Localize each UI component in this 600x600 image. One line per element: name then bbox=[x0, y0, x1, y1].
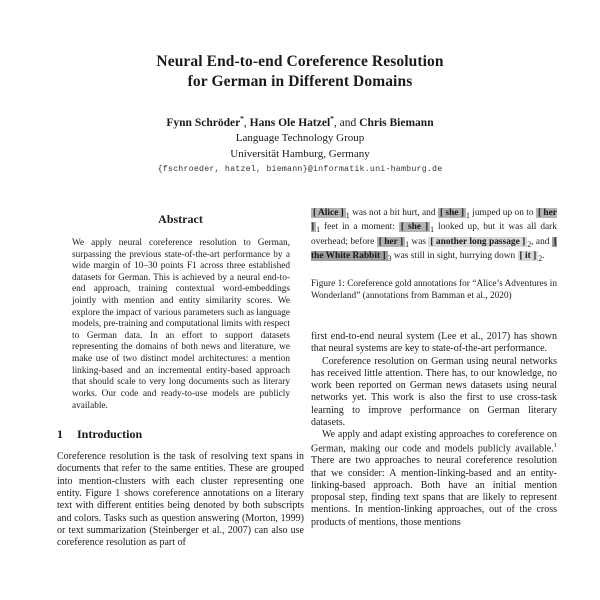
section-1-number: 1 bbox=[57, 427, 63, 442]
cluster-index: 2 bbox=[527, 239, 532, 249]
paragraph-text: There are two approaches to neural coreference resolution that we consider: A mention-linking-based and an entity-linking-based approach. Both have an initial mention proposal step, finding text spans that are likely to represent mentions. In mention-linking approaches, out of the cross products of mentions, those mentions bbox=[311, 455, 557, 528]
author-name: Chris Biemann bbox=[359, 116, 434, 129]
author-footnote-marker: * bbox=[240, 113, 244, 123]
mention-highlight-e1: [ her ] bbox=[378, 236, 404, 247]
left-column bbox=[57, 212, 304, 550]
author-separator: , bbox=[243, 116, 250, 129]
figure-plain-text: jumped up on to bbox=[469, 208, 536, 218]
section-1-label: Introduction bbox=[77, 427, 143, 442]
cluster-index: 1 bbox=[430, 225, 435, 235]
paper-title-line1: Neural End-to-end Coreference Resolution bbox=[156, 53, 444, 70]
abstract-heading: Abstract bbox=[158, 212, 203, 226]
affiliation-group: Language Technology Group bbox=[235, 131, 365, 144]
mention-highlight-e1: [ she ] bbox=[400, 222, 429, 233]
figure-plain-text: was bbox=[409, 236, 429, 247]
cluster-index: 1 bbox=[405, 239, 410, 249]
body-paragraph-german: Coreference resolution on German using neural networks has received little attention. There has, to our knowledge, no work been reported on German news datasets using neural networks yet. This work is also the first to use cross-task learning to improve performance on German literary datasets. bbox=[311, 355, 557, 429]
cluster-index: 1 bbox=[345, 210, 350, 220]
figure-plain-text: feet in a moment: bbox=[320, 222, 399, 233]
figure1-caption: Figure 1: Coreference gold annotations for “Alice’s Adventures in Wonderland” (annotations from Bamman et al., 2020) bbox=[311, 279, 557, 302]
body-paragraph-approaches bbox=[311, 429, 557, 529]
cluster-index: 3 bbox=[387, 253, 392, 263]
author-footnote-marker: * bbox=[330, 113, 334, 123]
affiliation-university: Universität Hamburg, Germany bbox=[230, 148, 370, 161]
author-name: Fynn Schröder bbox=[166, 116, 241, 129]
right-column bbox=[311, 207, 557, 529]
footnote-marker-1: 1 bbox=[553, 441, 557, 449]
body-paragraph-continuation: first end-to-end neural system (Lee et al., 2017) has shown that neural systems are key to state-of-the-art performance. bbox=[311, 330, 557, 355]
figure-plain-text: , and bbox=[531, 236, 552, 247]
figure-plain-text: was not a bit hurt, and bbox=[349, 208, 438, 218]
mention-highlight-e2: [ another long passage ] bbox=[430, 236, 526, 247]
mention-highlight-e1: [ she ] bbox=[439, 208, 464, 218]
figure-plain-text: looked up, but it was all dark overhead; before bbox=[311, 222, 557, 247]
mention-highlight-e1: [ Alice ] bbox=[313, 208, 344, 218]
mention-highlight-e1: [ her ] bbox=[311, 208, 557, 233]
abstract-text: We apply neural coreference resolution to German, surpassing the previous state-of-the-art performance by a wide margin of 10–30 points F1 across three established datasets for German. This is achieved by a neural end-to-end approach, training contextual word-embeddings jointly with mention and entity similarity scores. We explore the impact of various parameters such as language models, pre-training and computational limits with respect to German data. In an effort to support datasets representing the domains of both news and literature, we make use of two distinct model architectures: a mention linking-based and an incremental entity-based approach that should scale to very long documents such as literary works. Our code and ready-to-use models are publicly available. bbox=[72, 238, 290, 411]
author-separator: , and bbox=[333, 116, 360, 129]
paragraph-text: We apply and adapt existing approaches to coreference on German, making our code and models publicly available. bbox=[311, 429, 557, 454]
figure-plain-text: . bbox=[542, 250, 545, 261]
cluster-index: 1 bbox=[316, 225, 321, 235]
paper-title-line2: for German in Different Domains bbox=[187, 73, 413, 91]
paper-header bbox=[0, 52, 600, 174]
intro-paragraph-1: Coreference resolution is the task of resolving text spans in documents that refer to the same entities. These are grouped into mention-clusters with each cluster representing one entity. Figure 1 shows coreference annotations on a literary text with different entities being denoted by both subscripts and colors. Tasks such as question answering (Morton, 1999) or text summarization (Steinberger et al., 2007) can also use coreference resolution as part of bbox=[57, 451, 304, 549]
section-1-heading bbox=[57, 427, 304, 442]
cluster-index: 2 bbox=[538, 253, 543, 263]
mention-highlight-e3: [ the White Rabbit ] bbox=[311, 236, 557, 261]
cluster-index: 1 bbox=[465, 210, 470, 220]
figure1-annotated-text bbox=[311, 207, 557, 264]
email-line: {fschroeder, hatzel, biemann}@informatik.uni-hamburg.de bbox=[157, 165, 443, 175]
paper-title bbox=[0, 52, 600, 93]
figure-plain-text: was still in sight, hurrying down bbox=[391, 250, 518, 261]
mention-highlight-e2: [ it ] bbox=[519, 250, 537, 261]
author-line bbox=[0, 114, 600, 129]
author-name: Hans Ole Hatzel bbox=[249, 116, 331, 129]
